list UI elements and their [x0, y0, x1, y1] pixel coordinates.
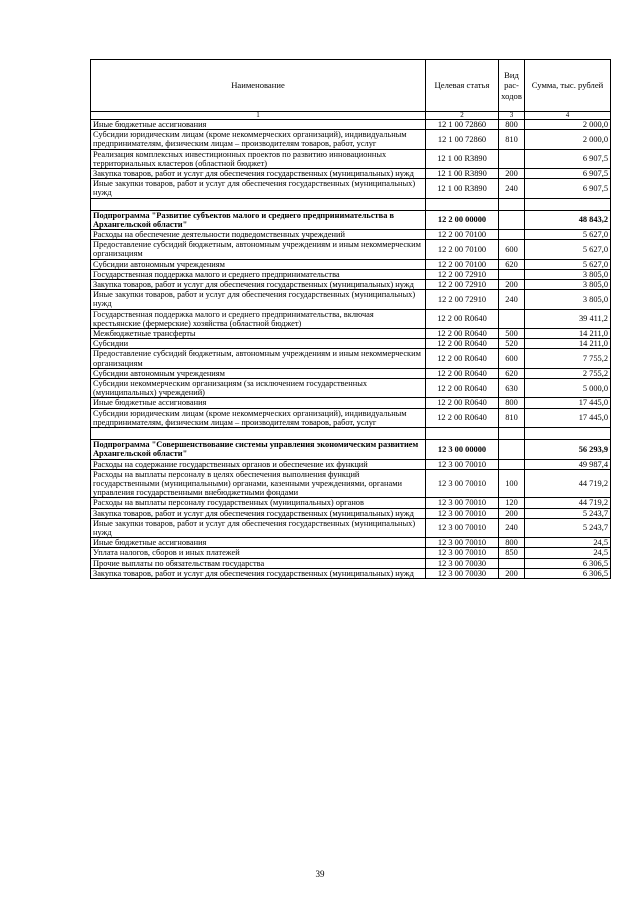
row-target-code: 12 2 00 70100	[426, 259, 499, 269]
row-expense-type: 240	[499, 290, 525, 309]
row-target-code: 12 1 00 R3890	[426, 179, 499, 198]
row-target-code: 12 3 00 70010	[426, 548, 499, 558]
table-row	[91, 130, 611, 149]
table-row	[91, 568, 611, 578]
row-target-code: 12 2 00 R0640	[426, 349, 499, 368]
header-name: Наименование	[91, 60, 426, 112]
row-sum: 2 000,0	[525, 130, 611, 149]
row-sum: 6 907,5	[525, 169, 611, 179]
table-row	[91, 459, 611, 469]
row-target-code: 12 2 00 R0640	[426, 309, 499, 328]
table-row	[91, 230, 611, 240]
row-expense-type	[499, 269, 525, 279]
row-sum: 5 627,0	[525, 230, 611, 240]
row-sum: 56 293,9	[525, 440, 611, 459]
row-name: Расходы на выплаты персоналу в целях обеспечения выполнения функций государственными (муниципальными) органами, казенными учреждениями, органами управления государственными внебюджетными фондами	[91, 469, 426, 498]
table-row	[91, 498, 611, 508]
row-sum: 5 000,0	[525, 379, 611, 398]
row-name	[91, 428, 426, 440]
table-row	[91, 269, 611, 279]
table-row	[91, 558, 611, 568]
row-sum: 14 211,0	[525, 339, 611, 349]
row-sum: 44 719,2	[525, 498, 611, 508]
row-target-code: 12 2 00 R0640	[426, 398, 499, 408]
column-number-row	[91, 112, 611, 120]
row-target-code: 12 3 00 70030	[426, 568, 499, 578]
row-name: Иные бюджетные ассигнования	[91, 120, 426, 130]
row-sum: 6 306,5	[525, 568, 611, 578]
row-expense-type: 800	[499, 120, 525, 130]
row-expense-type: 630	[499, 379, 525, 398]
row-name: Иные закупки товаров, работ и услуг для обеспечения государственных (муниципальных) нужд	[91, 290, 426, 309]
column-number: 2	[426, 112, 499, 120]
row-sum: 44 719,2	[525, 469, 611, 498]
row-target-code: 12 3 00 70030	[426, 558, 499, 568]
row-target-code: 12 3 00 70010	[426, 538, 499, 548]
row-sum: 2 000,0	[525, 120, 611, 130]
row-expense-type	[499, 210, 525, 229]
row-target-code: 12 2 00 72910	[426, 280, 499, 290]
row-sum: 17 445,0	[525, 408, 611, 427]
table-row	[91, 518, 611, 537]
column-number: 3	[499, 112, 525, 120]
row-expense-type: 200	[499, 508, 525, 518]
row-target-code: 12 2 00 R0640	[426, 368, 499, 378]
row-target-code	[426, 428, 499, 440]
table-row	[91, 379, 611, 398]
row-expense-type: 200	[499, 169, 525, 179]
subprogram-row	[91, 210, 611, 229]
row-expense-type	[499, 230, 525, 240]
row-target-code: 12 3 00 70010	[426, 498, 499, 508]
row-sum: 48 843,2	[525, 210, 611, 229]
row-name: Расходы на выплаты персоналу государственных (муниципальных) органов	[91, 498, 426, 508]
row-sum: 6 907,5	[525, 149, 611, 168]
row-sum: 5 627,0	[525, 259, 611, 269]
spacer-row	[91, 198, 611, 210]
page-number: 39	[315, 869, 325, 879]
row-expense-type: 810	[499, 408, 525, 427]
row-name: Субсидии	[91, 339, 426, 349]
row-target-code: 12 3 00 70010	[426, 469, 499, 498]
row-target-code: 12 2 00 72910	[426, 290, 499, 309]
row-expense-type: 100	[499, 469, 525, 498]
table-row	[91, 280, 611, 290]
row-target-code: 12 1 00 R3890	[426, 149, 499, 168]
row-sum: 5 243,7	[525, 508, 611, 518]
row-expense-type: 620	[499, 368, 525, 378]
spacer-row	[91, 428, 611, 440]
header-type: Вид рас-ходов	[499, 60, 525, 112]
row-expense-type: 620	[499, 259, 525, 269]
row-target-code: 12 2 00 70100	[426, 230, 499, 240]
row-sum: 17 445,0	[525, 398, 611, 408]
row-name: Иные закупки товаров, работ и услуг для обеспечения государственных (муниципальных) нужд	[91, 179, 426, 198]
row-target-code: 12 2 00 R0640	[426, 339, 499, 349]
row-sum: 39 411,2	[525, 309, 611, 328]
table-row	[91, 329, 611, 339]
row-expense-type	[499, 440, 525, 459]
row-expense-type: 800	[499, 538, 525, 548]
row-expense-type	[499, 459, 525, 469]
row-sum: 2 755,2	[525, 368, 611, 378]
row-expense-type: 850	[499, 548, 525, 558]
row-target-code: 12 2 00 70100	[426, 240, 499, 259]
row-name: Субсидии некоммерческим организациям (за исключением государственных (муниципальных) учреждений)	[91, 379, 426, 398]
row-name: Иные бюджетные ассигнования	[91, 538, 426, 548]
table-row	[91, 508, 611, 518]
table-body	[91, 120, 611, 579]
row-target-code: 12 2 00 R0640	[426, 329, 499, 339]
row-sum: 5 627,0	[525, 240, 611, 259]
table-row	[91, 408, 611, 427]
row-sum: 3 805,0	[525, 280, 611, 290]
row-target-code: 12 1 00 72860	[426, 130, 499, 149]
row-sum: 24,5	[525, 538, 611, 548]
row-sum	[525, 428, 611, 440]
table-row	[91, 169, 611, 179]
row-target-code: 12 3 00 70010	[426, 508, 499, 518]
row-target-code: 12 1 00 72860	[426, 120, 499, 130]
row-expense-type: 120	[499, 498, 525, 508]
row-target-code: 12 2 00 R0640	[426, 379, 499, 398]
row-name: Субсидии юридическим лицам (кроме некоммерческих организаций), индивидуальным предпринимателям, физическим лицам – производителям товаров, работ, услуг	[91, 130, 426, 149]
row-sum: 6 907,5	[525, 179, 611, 198]
row-sum	[525, 198, 611, 210]
row-expense-type: 240	[499, 179, 525, 198]
row-name	[91, 198, 426, 210]
row-expense-type: 500	[499, 329, 525, 339]
row-sum: 14 211,0	[525, 329, 611, 339]
row-expense-type	[499, 309, 525, 328]
row-target-code: 12 2 00 R0640	[426, 408, 499, 427]
row-name: Подпрограмма "Развитие субъектов малого и среднего предпринимательства в Архангельской области"	[91, 210, 426, 229]
row-expense-type: 600	[499, 349, 525, 368]
row-sum: 3 805,0	[525, 269, 611, 279]
row-name: Уплата налогов, сборов и иных платежей	[91, 548, 426, 558]
row-sum: 3 805,0	[525, 290, 611, 309]
row-name: Субсидии автономным учреждениям	[91, 259, 426, 269]
row-expense-type: 200	[499, 280, 525, 290]
row-expense-type: 800	[499, 398, 525, 408]
row-sum: 5 243,7	[525, 518, 611, 537]
table-row	[91, 548, 611, 558]
row-name: Реализация комплексных инвестиционных проектов по развитию инновационных территориальных кластеров (областной бюджет)	[91, 149, 426, 168]
subprogram-row	[91, 440, 611, 459]
table-row	[91, 259, 611, 269]
column-number: 4	[525, 112, 611, 120]
row-name: Государственная поддержка малого и среднего предпринимательства, включая крестьянские (фермерские) хозяйства (областной бюджет)	[91, 309, 426, 328]
table-row	[91, 240, 611, 259]
table-row	[91, 149, 611, 168]
row-name: Закупка товаров, работ и услуг для обеспечения государственных (муниципальных) нужд	[91, 280, 426, 290]
row-name: Прочие выплаты по обязательствам государства	[91, 558, 426, 568]
row-target-code: 12 3 00 70010	[426, 518, 499, 537]
table-row	[91, 309, 611, 328]
row-expense-type	[499, 558, 525, 568]
table-header-row	[91, 60, 611, 112]
row-name: Закупка товаров, работ и услуг для обеспечения государственных (муниципальных) нужд	[91, 568, 426, 578]
row-name: Предоставление субсидий бюджетным, автономным учреждениям и иным некоммерческим организациям	[91, 349, 426, 368]
table-row	[91, 368, 611, 378]
table-row	[91, 538, 611, 548]
row-expense-type	[499, 149, 525, 168]
row-name: Государственная поддержка малого и среднего предпринимательства	[91, 269, 426, 279]
row-target-code	[426, 198, 499, 210]
row-name: Иные бюджетные ассигнования	[91, 398, 426, 408]
row-sum: 7 755,2	[525, 349, 611, 368]
table-row	[91, 179, 611, 198]
row-sum: 24,5	[525, 548, 611, 558]
row-name: Подпрограмма "Совершенствование системы управления экономическим развитием Архангельской области"	[91, 440, 426, 459]
row-target-code: 12 1 00 R3890	[426, 169, 499, 179]
row-target-code: 12 2 00 72910	[426, 269, 499, 279]
row-name: Закупка товаров, работ и услуг для обеспечения государственных (муниципальных) нужд	[91, 508, 426, 518]
row-name: Субсидии автономным учреждениям	[91, 368, 426, 378]
budget-table	[90, 59, 611, 579]
row-target-code: 12 2 00 00000	[426, 210, 499, 229]
table-row	[91, 398, 611, 408]
row-name: Закупка товаров, работ и услуг для обеспечения государственных (муниципальных) нужд	[91, 169, 426, 179]
row-expense-type	[499, 198, 525, 210]
row-expense-type	[499, 428, 525, 440]
table-row	[91, 469, 611, 498]
header-sum: Сумма, тыс. рублей	[525, 60, 611, 112]
row-expense-type: 200	[499, 568, 525, 578]
row-name: Субсидии юридическим лицам (кроме некоммерческих организаций), индивидуальным предпринимателям, физическим лицам – производителям товаров, работ, услуг	[91, 408, 426, 427]
row-sum: 49 987,4	[525, 459, 611, 469]
table-row	[91, 120, 611, 130]
row-expense-type: 810	[499, 130, 525, 149]
row-target-code: 12 3 00 70010	[426, 459, 499, 469]
table-row	[91, 290, 611, 309]
row-expense-type: 600	[499, 240, 525, 259]
row-target-code: 12 3 00 00000	[426, 440, 499, 459]
row-expense-type: 520	[499, 339, 525, 349]
row-sum: 6 306,5	[525, 558, 611, 568]
row-expense-type: 240	[499, 518, 525, 537]
row-name: Расходы на содержание государственных органов и обеспечение их функций	[91, 459, 426, 469]
row-name: Межбюджетные трансферты	[91, 329, 426, 339]
header-target: Целевая статья	[426, 60, 499, 112]
row-name: Иные закупки товаров, работ и услуг для обеспечения государственных (муниципальных) нужд	[91, 518, 426, 537]
table-row	[91, 339, 611, 349]
row-name: Предоставление субсидий бюджетным, автономным учреждениям и иным некоммерческим организациям	[91, 240, 426, 259]
table-row	[91, 349, 611, 368]
row-name: Расходы на обеспечение деятельности подведомственных учреждений	[91, 230, 426, 240]
column-number: 1	[91, 112, 426, 120]
